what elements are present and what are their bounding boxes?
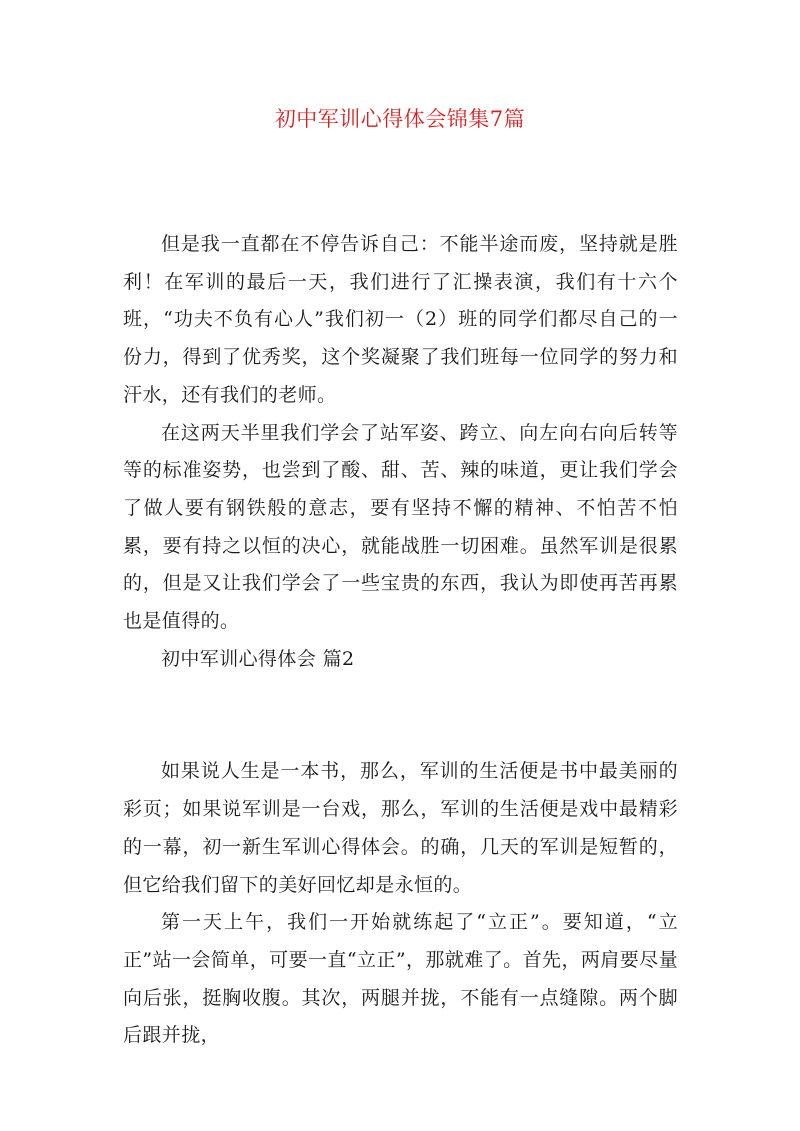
paragraph-2: 在这两天半里我们学会了站军姿、跨立、向左向右向后转等等的标准姿势，也尝到了酸、甜、苦、辣的味道，更让我们学会了做人要有钢铁般的意志，要有坚持不懈的精神、不怕苦不怕累，要有持之以恒的决心，就能战胜一切困难。虽然军训是很累的，但是又让我们学会了一些宝贵的东西，我认为即使再苦再累也是值得的。	[123, 421, 678, 633]
paragraph-4: 第一天上午，我们一开始就练起了“立正”。要知道，“立正”站一会简单，可要一直“立正”，那就难了。首先，两肩要尽量向后张，挺胸收腹。其次，两腿并拢，不能有一点缝隙。两个脚后跟并拢，	[123, 911, 678, 1047]
document-title: 初中军训心得体会锦集7篇	[274, 107, 526, 131]
paragraph-1: 但是我一直都在不停告诉自己：不能半途而废，坚持就是胜利！在军训的最后一天，我们进行了汇操表演，我们有十六个班，“功夫不负有心人”我们初一（2）班的同学们都尽自己的一份力，得到了优秀奖，这个奖凝聚了我们班每一位同学的努力和汗水，还有我们的老师。	[123, 233, 678, 406]
document-body	[123, 226, 678, 1055]
paragraph-3: 如果说人生是一本书，那么，军训的生活便是书中最美丽的彩页；如果说军训是一台戏，那么，军训的生活便是戏中最精彩的一幕，初一新生军训心得体会。的确，几天的军训是短暂的，但它给我们留下的美好回忆却是永恒的。	[123, 760, 678, 896]
section-heading: 初中军训心得体会 篇2	[161, 647, 355, 670]
section-spacer	[123, 678, 678, 753]
